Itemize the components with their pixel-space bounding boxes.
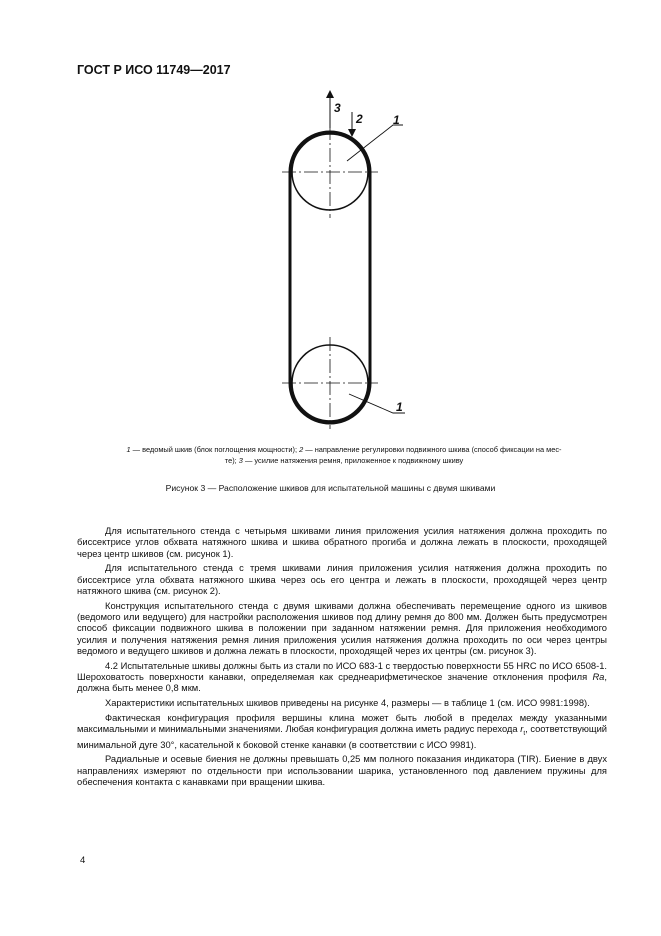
document-header: ГОСТ Р ИСО 11749—2017 — [77, 63, 231, 77]
leader-label-bottom: 1 — [396, 400, 403, 414]
page-number: 4 — [80, 855, 86, 866]
leader-label-top: 1 — [393, 113, 400, 127]
top-pulley — [282, 126, 378, 218]
paragraph-configuration-end: , соответствующий минимальной дуге 30°, касательной к боковой стенке канавки (в соответствии с ИСО 9981). — [77, 724, 608, 750]
arrow-label-2: 2 — [356, 112, 363, 126]
legend-num-1: 1 — [126, 445, 131, 454]
paragraph-two-pulley: Конструкция испытательного стенда с двумя шкивами должна обеспечивать перемещение одного из шкивов (ведомого или ведущего) для настройки расположения шкивов под длину ремня до 800 мм. Должен быть предусмотрен способ фиксации подвижного шкива в положении при заданном натяжении ремня. Для приложения необходимого усилия и получения натяжения ремня линия приложения усилия натяжения должна проходить по оси через центры ведомого и ведущего шкивов и должна лежать в плоскости, проходящей через их центры (см. рисунок 3). — [77, 600, 607, 656]
legend-num-3: 3 — [238, 455, 243, 465]
paragraph-4-2-end: , должна быть менее 0,8 мкм. — [77, 672, 607, 694]
figure-legend — [84, 445, 604, 466]
radius-symbol: r — [520, 724, 524, 735]
arrow-label-3: 3 — [334, 101, 341, 115]
paragraph-runout: Радиальные и осевые биения не должны превышать 0,25 мм полного показания индикатора (TIR). Биение в двух направлениях измеряют по отдельности при использовании шарика, установленного под давлением пружины для обеспечения контакта с канавками при вращении шкива. — [77, 754, 607, 787]
legend-item-1: — ведомый шкив (блок поглощения мощности); — [130, 445, 300, 454]
paragraph-characteristics: Характеристики испытательных шкивов приведены на рисунке 4, размеры — в таблице 1 (см. ИСО 9981:1998). — [105, 698, 590, 709]
paragraph-configuration — [77, 713, 607, 751]
paragraph-four-pulley: Для испытательного стенда с четырьмя шкивами линия приложения усилия натяжения должна проходить по биссектрисе углов обхвата натяжного шкива и шкива обратного прогиба и должна лежать в плоскости, проходящей через центр шкивов (см. рисунок 1). — [77, 526, 607, 559]
paragraph-4-2-text: 4.2 Испытательные шкивы должны быть из стали по ИСО 683-1 с твердостью поверхности 55 HRC по ИСО 6508-1. Шероховатость поверхности канавки, определяемая как среднеарифметическое значение отклонения профиля — [77, 660, 607, 683]
legend-item-3: — усилие натяжения ремня, приложенное к подвижному шкиву — [242, 455, 464, 465]
paragraph-three-pulley: Для испытательного стенда с тремя шкивами линия приложения усилия натяжения должна проходить по биссектрисе угла обхвата натяжного шкива через ось его центра и лежать в плоскости, проходящей через центр натяжного шкива (см. рисунок 2). — [77, 563, 607, 596]
ra-symbol: Ra — [592, 672, 605, 683]
pulley-diagram — [0, 0, 661, 440]
body-text — [77, 526, 607, 792]
bottom-pulley — [282, 337, 378, 429]
figure-caption: Рисунок 3 — Расположение шкивов для испытательной машины с двумя шкивами — [165, 483, 496, 493]
legend-item-2-cont: те); — [224, 455, 239, 465]
paragraph-configuration-text: Фактическая конфигурация профиля вершины клина может быть любой в пределах между указанными максимальными и минимальными значениями. Любая конфигурация должна иметь радиус перехода — [77, 713, 607, 735]
legend-num-2: 2 — [299, 445, 304, 454]
paragraph-4-2 — [77, 661, 607, 695]
radius-subscript: t — [523, 730, 526, 738]
legend-item-2: — направление регулировки подвижного шкива (способ фиксации на мес- — [303, 445, 562, 454]
